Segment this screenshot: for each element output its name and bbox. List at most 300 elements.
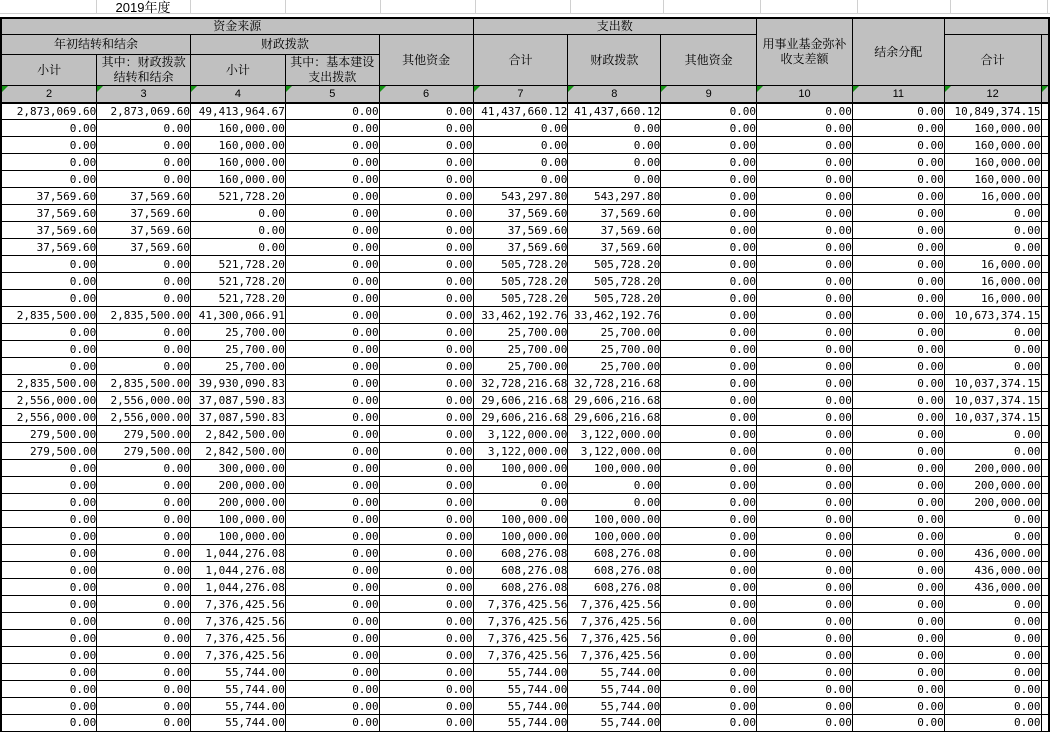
data-cell[interactable]: 608,276.08 [473, 545, 568, 562]
data-cell[interactable]: 0.00 [757, 256, 853, 273]
data-cell[interactable]: 0.00 [191, 239, 286, 256]
data-cell[interactable]: 100,000.00 [191, 511, 286, 528]
data-cell[interactable]: 0.00 [568, 154, 661, 171]
data-cell[interactable]: 0.00 [661, 375, 757, 392]
column-number-cell[interactable] [473, 86, 568, 103]
header-other-funds-source[interactable]: 其他资金 [379, 35, 473, 86]
column-number-cell[interactable] [568, 86, 661, 103]
data-cell[interactable]: 7,376,425.56 [191, 613, 286, 630]
data-cell[interactable]: 0.00 [97, 477, 191, 494]
data-cell[interactable]: 0.00 [944, 664, 1041, 681]
data-cell[interactable]: 505,728.20 [568, 273, 661, 290]
data-cell[interactable]: 200,000.00 [191, 494, 286, 511]
data-cell[interactable]: 0.00 [285, 426, 379, 443]
data-cell[interactable]: 0.00 [757, 205, 853, 222]
data-cell[interactable]: 0.00 [379, 528, 473, 545]
data-cell[interactable]: 521,728.20 [191, 188, 286, 205]
data-cell[interactable]: 0.00 [568, 477, 661, 494]
column-number-cell[interactable] [1, 86, 97, 103]
column-number-cell[interactable] [757, 86, 853, 103]
data-cell[interactable]: 0.00 [661, 579, 757, 596]
header-fiscal-allocation-group[interactable]: 财政拨款 [191, 35, 380, 55]
data-cell[interactable]: 0.00 [473, 171, 568, 188]
data-cell[interactable]: 0.00 [944, 528, 1041, 545]
header-incl-fiscal-carryover[interactable]: 其中：财政拨款结转和结余 [97, 55, 191, 86]
data-cell[interactable]: 0.00 [285, 715, 379, 732]
data-cell[interactable]: 608,276.08 [473, 579, 568, 596]
data-cell[interactable]: 0.00 [473, 154, 568, 171]
data-cell[interactable]: 0.00 [852, 137, 944, 154]
data-cell[interactable]: 0.00 [757, 171, 853, 188]
data-cell[interactable]: 0.00 [379, 426, 473, 443]
data-cell[interactable]: 436,000.00 [944, 562, 1041, 579]
data-cell[interactable]: 0.00 [852, 460, 944, 477]
data-cell[interactable]: 0.00 [191, 205, 286, 222]
data-cell[interactable]: 0.00 [661, 681, 757, 698]
data-cell[interactable]: 0.00 [852, 613, 944, 630]
data-cell[interactable]: 279,500.00 [1, 443, 97, 460]
data-cell[interactable]: 0.00 [285, 256, 379, 273]
data-cell[interactable]: 39,930,090.83 [191, 375, 286, 392]
data-cell[interactable]: 0.00 [852, 545, 944, 562]
data-cell[interactable]: 0.00 [944, 222, 1041, 239]
data-cell[interactable]: 37,569.60 [97, 239, 191, 256]
data-cell[interactable]: 55,744.00 [568, 664, 661, 681]
column-number-cell[interactable] [379, 86, 473, 103]
data-cell[interactable]: 505,728.20 [473, 290, 568, 307]
data-cell[interactable]: 0.00 [757, 528, 853, 545]
data-cell[interactable]: 0.00 [944, 715, 1041, 732]
data-cell[interactable]: 0.00 [97, 715, 191, 732]
data-cell[interactable]: 25,700.00 [473, 341, 568, 358]
data-cell[interactable]: 0.00 [757, 307, 853, 324]
data-cell[interactable]: 0.00 [568, 137, 661, 154]
data-cell[interactable]: 0.00 [852, 511, 944, 528]
data-cell[interactable]: 0.00 [944, 698, 1041, 715]
data-cell[interactable]: 55,744.00 [473, 698, 568, 715]
data-cell[interactable]: 0.00 [1, 477, 97, 494]
data-cell[interactable]: 49,413,964.67 [191, 103, 286, 120]
data-cell[interactable]: 0.00 [1, 664, 97, 681]
data-cell[interactable]: 0.00 [852, 324, 944, 341]
data-cell[interactable]: 0.00 [661, 324, 757, 341]
data-cell[interactable]: 0.00 [285, 137, 379, 154]
data-cell[interactable]: 25,700.00 [473, 358, 568, 375]
data-cell[interactable]: 0.00 [852, 698, 944, 715]
data-cell[interactable]: 0.00 [1, 528, 97, 545]
data-cell[interactable]: 16,000.00 [944, 273, 1041, 290]
data-cell[interactable]: 0.00 [661, 239, 757, 256]
data-cell[interactable]: 0.00 [757, 426, 853, 443]
data-cell[interactable]: 41,437,660.12 [568, 103, 661, 120]
data-cell[interactable]: 2,835,500.00 [97, 375, 191, 392]
data-cell[interactable]: 0.00 [661, 358, 757, 375]
data-cell[interactable]: 0.00 [757, 273, 853, 290]
data-cell[interactable]: 55,744.00 [568, 715, 661, 732]
data-cell[interactable]: 0.00 [379, 392, 473, 409]
data-cell[interactable]: 37,569.60 [473, 205, 568, 222]
data-cell[interactable]: 0.00 [97, 154, 191, 171]
data-cell[interactable]: 200,000.00 [944, 460, 1041, 477]
data-cell[interactable]: 0.00 [568, 120, 661, 137]
data-cell[interactable]: 160,000.00 [944, 120, 1041, 137]
data-cell[interactable]: 0.00 [852, 154, 944, 171]
data-cell[interactable]: 0.00 [285, 613, 379, 630]
data-cell[interactable]: 37,569.60 [97, 188, 191, 205]
data-cell[interactable]: 2,835,500.00 [1, 307, 97, 324]
data-cell[interactable]: 25,700.00 [473, 324, 568, 341]
data-cell[interactable]: 160,000.00 [944, 137, 1041, 154]
data-cell[interactable]: 0.00 [285, 698, 379, 715]
data-cell[interactable]: 0.00 [757, 647, 853, 664]
data-cell[interactable]: 0.00 [661, 630, 757, 647]
data-cell[interactable]: 100,000.00 [473, 511, 568, 528]
data-cell[interactable]: 0.00 [473, 477, 568, 494]
data-cell[interactable]: 279,500.00 [97, 426, 191, 443]
data-cell[interactable]: 0.00 [944, 596, 1041, 613]
data-cell[interactable]: 7,376,425.56 [191, 596, 286, 613]
data-cell[interactable]: 0.00 [757, 613, 853, 630]
data-cell[interactable]: 0.00 [97, 647, 191, 664]
data-cell[interactable]: 0.00 [285, 528, 379, 545]
data-cell[interactable]: 0.00 [473, 494, 568, 511]
data-cell[interactable]: 0.00 [757, 596, 853, 613]
data-cell[interactable]: 25,700.00 [568, 341, 661, 358]
data-cell[interactable]: 0.00 [379, 154, 473, 171]
data-cell[interactable]: 0.00 [661, 256, 757, 273]
data-cell[interactable]: 0.00 [97, 171, 191, 188]
data-cell[interactable]: 0.00 [852, 256, 944, 273]
data-cell[interactable]: 0.00 [757, 341, 853, 358]
data-cell[interactable]: 0.00 [661, 392, 757, 409]
data-cell[interactable]: 37,569.60 [568, 222, 661, 239]
data-cell[interactable]: 16,000.00 [944, 256, 1041, 273]
data-cell[interactable]: 0.00 [1, 562, 97, 579]
data-cell[interactable]: 300,000.00 [191, 460, 286, 477]
data-cell[interactable]: 0.00 [757, 698, 853, 715]
data-cell[interactable]: 0.00 [97, 630, 191, 647]
header-funding-source[interactable]: 资金来源 [1, 18, 473, 35]
data-cell[interactable]: 0.00 [97, 324, 191, 341]
data-cell[interactable]: 0.00 [379, 630, 473, 647]
data-cell[interactable]: 0.00 [379, 256, 473, 273]
data-cell[interactable]: 0.00 [379, 562, 473, 579]
data-cell[interactable]: 0.00 [379, 647, 473, 664]
data-cell[interactable]: 0.00 [97, 511, 191, 528]
data-cell[interactable]: 0.00 [1, 358, 97, 375]
data-cell[interactable]: 25,700.00 [191, 341, 286, 358]
data-cell[interactable]: 0.00 [661, 137, 757, 154]
data-cell[interactable]: 0.00 [852, 103, 944, 120]
data-cell[interactable]: 55,744.00 [568, 698, 661, 715]
data-cell[interactable]: 0.00 [661, 698, 757, 715]
data-cell[interactable]: 0.00 [379, 205, 473, 222]
data-cell[interactable]: 0.00 [285, 171, 379, 188]
data-cell[interactable]: 0.00 [1, 647, 97, 664]
data-cell[interactable]: 0.00 [1, 460, 97, 477]
data-cell[interactable]: 0.00 [661, 426, 757, 443]
data-cell[interactable]: 160,000.00 [944, 171, 1041, 188]
data-cell[interactable]: 0.00 [1, 341, 97, 358]
data-cell[interactable]: 37,569.60 [473, 222, 568, 239]
data-cell[interactable]: 0.00 [852, 596, 944, 613]
data-cell[interactable]: 0.00 [285, 545, 379, 562]
data-cell[interactable]: 0.00 [285, 120, 379, 137]
data-cell[interactable]: 505,728.20 [473, 273, 568, 290]
data-cell[interactable]: 0.00 [661, 188, 757, 205]
data-cell[interactable]: 0.00 [379, 103, 473, 120]
data-cell[interactable]: 0.00 [661, 596, 757, 613]
data-cell[interactable]: 37,087,590.83 [191, 392, 286, 409]
data-cell[interactable]: 608,276.08 [568, 545, 661, 562]
data-cell[interactable]: 0.00 [1, 579, 97, 596]
data-cell[interactable]: 29,606,216.68 [568, 409, 661, 426]
data-cell[interactable]: 0.00 [757, 239, 853, 256]
data-cell[interactable]: 55,744.00 [191, 715, 286, 732]
data-cell[interactable]: 0.00 [1, 698, 97, 715]
data-cell[interactable]: 25,700.00 [191, 324, 286, 341]
data-cell[interactable]: 0.00 [757, 409, 853, 426]
data-cell[interactable]: 160,000.00 [191, 171, 286, 188]
data-cell[interactable]: 0.00 [757, 375, 853, 392]
data-cell[interactable]: 0.00 [285, 375, 379, 392]
data-cell[interactable]: 0.00 [1, 545, 97, 562]
data-cell[interactable]: 0.00 [285, 273, 379, 290]
data-cell[interactable]: 0.00 [661, 613, 757, 630]
data-cell[interactable]: 100,000.00 [473, 528, 568, 545]
data-cell[interactable]: 0.00 [944, 511, 1041, 528]
column-number-cell[interactable] [661, 86, 757, 103]
column-number-cell[interactable] [944, 86, 1041, 103]
data-cell[interactable]: 543,297.80 [473, 188, 568, 205]
data-cell[interactable]: 0.00 [379, 171, 473, 188]
data-cell[interactable]: 0.00 [97, 137, 191, 154]
data-cell[interactable]: 0.00 [285, 358, 379, 375]
data-cell[interactable]: 0.00 [379, 681, 473, 698]
data-cell[interactable]: 0.00 [661, 664, 757, 681]
data-cell[interactable]: 29,606,216.68 [568, 392, 661, 409]
data-cell[interactable]: 29,606,216.68 [473, 409, 568, 426]
data-cell[interactable]: 0.00 [379, 579, 473, 596]
data-cell[interactable]: 0.00 [661, 562, 757, 579]
data-cell[interactable]: 0.00 [1, 511, 97, 528]
data-cell[interactable]: 0.00 [757, 358, 853, 375]
data-cell[interactable]: 37,569.60 [97, 205, 191, 222]
header-expenditure-other[interactable]: 其他资金 [661, 35, 757, 86]
data-cell[interactable]: 0.00 [379, 239, 473, 256]
data-cell[interactable]: 436,000.00 [944, 579, 1041, 596]
data-cell[interactable]: 0.00 [661, 171, 757, 188]
data-cell[interactable]: 3,122,000.00 [473, 443, 568, 460]
data-cell[interactable]: 0.00 [852, 647, 944, 664]
data-cell[interactable]: 0.00 [852, 290, 944, 307]
data-cell[interactable]: 10,037,374.15 [944, 409, 1041, 426]
data-cell[interactable]: 37,569.60 [97, 222, 191, 239]
data-cell[interactable]: 0.00 [285, 664, 379, 681]
data-cell[interactable]: 0.00 [1, 120, 97, 137]
data-cell[interactable]: 0.00 [944, 681, 1041, 698]
data-cell[interactable]: 0.00 [852, 188, 944, 205]
data-cell[interactable]: 0.00 [852, 239, 944, 256]
data-cell[interactable]: 0.00 [285, 239, 379, 256]
data-cell[interactable]: 0.00 [1, 256, 97, 273]
data-cell[interactable]: 0.00 [379, 494, 473, 511]
data-cell[interactable]: 0.00 [379, 120, 473, 137]
data-cell[interactable]: 160,000.00 [191, 120, 286, 137]
column-number-cell[interactable] [852, 86, 944, 103]
data-cell[interactable]: 0.00 [285, 324, 379, 341]
data-cell[interactable]: 0.00 [852, 120, 944, 137]
data-cell[interactable]: 0.00 [757, 324, 853, 341]
data-cell[interactable]: 608,276.08 [473, 562, 568, 579]
data-cell[interactable]: 0.00 [852, 630, 944, 647]
data-cell[interactable]: 0.00 [285, 307, 379, 324]
data-cell[interactable]: 0.00 [852, 358, 944, 375]
data-cell[interactable]: 100,000.00 [191, 528, 286, 545]
header-expenditure-fiscal[interactable]: 财政拨款 [568, 35, 661, 86]
data-cell[interactable]: 2,556,000.00 [97, 409, 191, 426]
data-cell[interactable]: 32,728,216.68 [473, 375, 568, 392]
data-cell[interactable]: 0.00 [661, 443, 757, 460]
data-cell[interactable]: 0.00 [379, 511, 473, 528]
data-cell[interactable]: 200,000.00 [944, 477, 1041, 494]
data-cell[interactable]: 0.00 [661, 460, 757, 477]
data-cell[interactable]: 0.00 [379, 545, 473, 562]
data-cell[interactable]: 0.00 [97, 256, 191, 273]
data-cell[interactable]: 0.00 [661, 511, 757, 528]
data-cell[interactable]: 436,000.00 [944, 545, 1041, 562]
data-cell[interactable]: 25,700.00 [191, 358, 286, 375]
data-cell[interactable]: 7,376,425.56 [191, 630, 286, 647]
data-cell[interactable]: 2,842,500.00 [191, 443, 286, 460]
data-cell[interactable]: 0.00 [661, 103, 757, 120]
header-yearend-group[interactable] [944, 18, 1049, 35]
data-cell[interactable]: 0.00 [757, 579, 853, 596]
data-cell[interactable]: 0.00 [852, 664, 944, 681]
data-cell[interactable]: 0.00 [379, 664, 473, 681]
data-cell[interactable]: 0.00 [852, 171, 944, 188]
data-cell[interactable]: 160,000.00 [191, 137, 286, 154]
data-cell[interactable]: 0.00 [1, 171, 97, 188]
data-cell[interactable]: 543,297.80 [568, 188, 661, 205]
data-cell[interactable]: 0.00 [97, 664, 191, 681]
data-cell[interactable]: 0.00 [852, 341, 944, 358]
data-cell[interactable]: 0.00 [285, 409, 379, 426]
data-cell[interactable]: 10,037,374.15 [944, 392, 1041, 409]
data-cell[interactable]: 0.00 [661, 341, 757, 358]
data-cell[interactable]: 0.00 [757, 188, 853, 205]
data-cell[interactable]: 7,376,425.56 [473, 596, 568, 613]
data-cell[interactable]: 0.00 [944, 205, 1041, 222]
data-cell[interactable]: 0.00 [97, 698, 191, 715]
data-cell[interactable]: 0.00 [379, 290, 473, 307]
data-cell[interactable]: 0.00 [852, 307, 944, 324]
data-cell[interactable]: 37,569.60 [568, 205, 661, 222]
data-cell[interactable]: 7,376,425.56 [473, 647, 568, 664]
data-cell[interactable]: 0.00 [661, 154, 757, 171]
data-cell[interactable]: 0.00 [1, 494, 97, 511]
data-cell[interactable]: 7,376,425.56 [473, 613, 568, 630]
data-cell[interactable]: 55,744.00 [191, 681, 286, 698]
data-cell[interactable]: 0.00 [852, 273, 944, 290]
data-cell[interactable]: 0.00 [285, 205, 379, 222]
data-cell[interactable]: 0.00 [944, 358, 1041, 375]
data-cell[interactable]: 505,728.20 [473, 256, 568, 273]
data-cell[interactable]: 521,728.20 [191, 256, 286, 273]
data-cell[interactable]: 0.00 [944, 630, 1041, 647]
data-cell[interactable]: 0.00 [661, 647, 757, 664]
data-cell[interactable]: 0.00 [379, 477, 473, 494]
data-cell[interactable]: 32,728,216.68 [568, 375, 661, 392]
data-cell[interactable]: 25,700.00 [568, 358, 661, 375]
data-cell[interactable]: 0.00 [285, 290, 379, 307]
data-cell[interactable]: 55,744.00 [191, 664, 286, 681]
data-cell[interactable]: 521,728.20 [191, 273, 286, 290]
data-cell[interactable]: 200,000.00 [944, 494, 1041, 511]
data-cell[interactable]: 0.00 [285, 596, 379, 613]
data-cell[interactable]: 0.00 [379, 698, 473, 715]
data-cell[interactable]: 1,044,276.08 [191, 562, 286, 579]
data-cell[interactable]: 0.00 [379, 409, 473, 426]
data-cell[interactable]: 0.00 [97, 579, 191, 596]
header-expenditure[interactable]: 支出数 [473, 18, 757, 35]
data-cell[interactable]: 2,556,000.00 [1, 392, 97, 409]
data-cell[interactable]: 3,122,000.00 [473, 426, 568, 443]
data-cell[interactable]: 33,462,192.76 [568, 307, 661, 324]
data-cell[interactable]: 2,835,500.00 [1, 375, 97, 392]
data-cell[interactable]: 0.00 [852, 443, 944, 460]
data-cell[interactable]: 0.00 [757, 664, 853, 681]
data-cell[interactable]: 0.00 [852, 715, 944, 732]
data-cell[interactable]: 37,569.60 [1, 222, 97, 239]
data-cell[interactable]: 3,122,000.00 [568, 443, 661, 460]
data-cell[interactable]: 0.00 [661, 409, 757, 426]
data-cell[interactable]: 0.00 [661, 222, 757, 239]
data-cell[interactable]: 0.00 [661, 715, 757, 732]
data-cell[interactable]: 0.00 [661, 120, 757, 137]
data-cell[interactable]: 25,700.00 [568, 324, 661, 341]
data-cell[interactable]: 0.00 [379, 443, 473, 460]
data-cell[interactable]: 0.00 [379, 460, 473, 477]
data-cell[interactable]: 55,744.00 [473, 715, 568, 732]
data-cell[interactable]: 100,000.00 [568, 528, 661, 545]
data-cell[interactable]: 0.00 [1, 681, 97, 698]
data-cell[interactable]: 10,037,374.15 [944, 375, 1041, 392]
data-cell[interactable]: 608,276.08 [568, 579, 661, 596]
data-cell[interactable]: 2,556,000.00 [97, 392, 191, 409]
data-cell[interactable]: 3,122,000.00 [568, 426, 661, 443]
data-cell[interactable]: 100,000.00 [568, 511, 661, 528]
data-cell[interactable]: 0.00 [379, 358, 473, 375]
data-cell[interactable]: 0.00 [661, 528, 757, 545]
data-cell[interactable]: 0.00 [757, 477, 853, 494]
data-cell[interactable]: 37,569.60 [1, 205, 97, 222]
data-cell[interactable]: 0.00 [97, 290, 191, 307]
data-cell[interactable]: 0.00 [97, 596, 191, 613]
data-cell[interactable]: 0.00 [97, 528, 191, 545]
data-cell[interactable]: 0.00 [661, 494, 757, 511]
data-cell[interactable]: 0.00 [757, 545, 853, 562]
data-cell[interactable]: 0.00 [852, 222, 944, 239]
data-cell[interactable]: 0.00 [285, 443, 379, 460]
data-cell[interactable]: 0.00 [944, 647, 1041, 664]
data-cell[interactable]: 0.00 [379, 715, 473, 732]
data-cell[interactable]: 2,873,069.60 [97, 103, 191, 120]
data-cell[interactable]: 0.00 [661, 307, 757, 324]
data-cell[interactable]: 0.00 [852, 426, 944, 443]
data-cell[interactable]: 0.00 [97, 358, 191, 375]
data-cell[interactable]: 0.00 [379, 188, 473, 205]
